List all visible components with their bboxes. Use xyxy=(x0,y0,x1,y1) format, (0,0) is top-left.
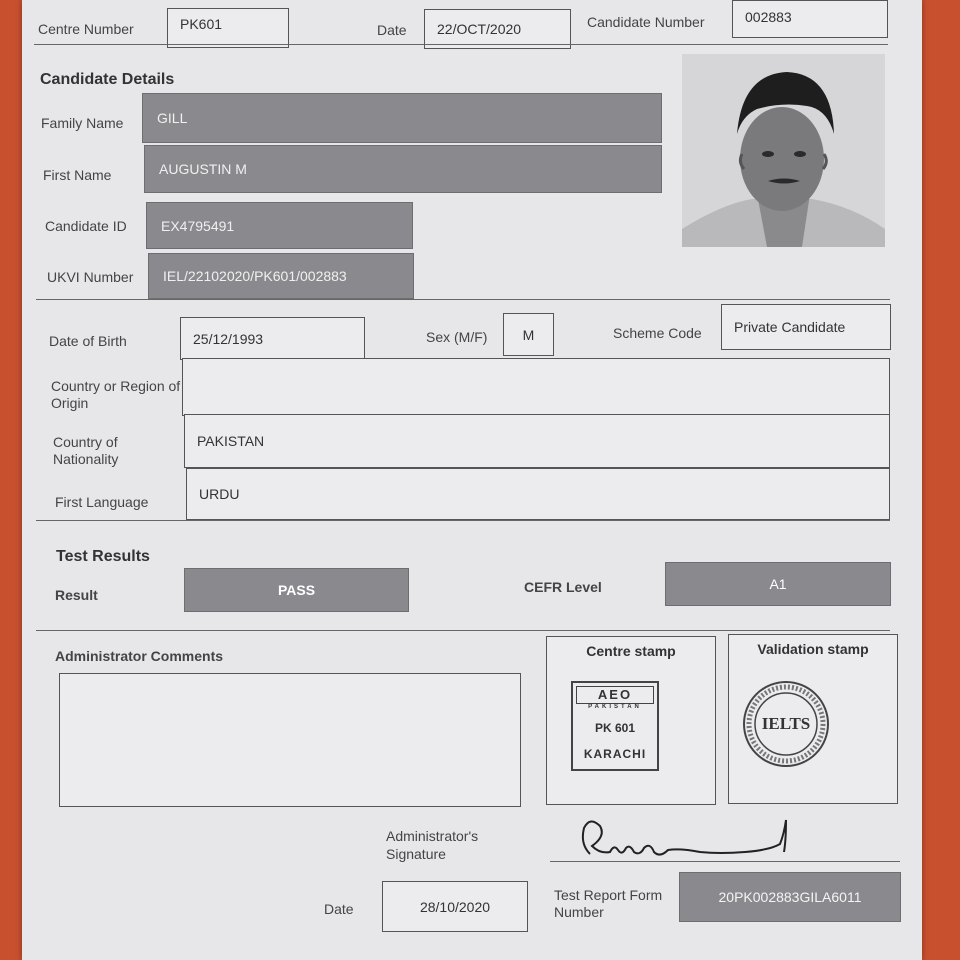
nationality-label: Country of Nationality xyxy=(53,434,119,467)
dob-label: Date of Birth xyxy=(49,333,127,349)
admin-comments-field xyxy=(59,673,521,807)
nationality-field: PAKISTAN xyxy=(184,414,890,468)
stamp-city: KARACHI xyxy=(583,747,647,761)
result-label: Result xyxy=(55,587,98,603)
signature-label: Administrator's Signature xyxy=(386,828,479,862)
ielts-seal-text: IELTS xyxy=(761,714,811,733)
origin-field xyxy=(182,358,890,416)
trf-number-label: Test Report Form Number xyxy=(554,887,663,920)
sex-label: Sex (M/F) xyxy=(426,329,488,345)
centre-number-field: PK601 xyxy=(167,8,289,48)
candidate-id-label: Candidate ID xyxy=(45,218,127,234)
first-name-label: First Name xyxy=(43,167,112,183)
cefr-level-label: CEFR Level xyxy=(524,579,602,595)
first-language-field: URDU xyxy=(186,468,890,520)
scheme-code-field: Private Candidate xyxy=(721,304,891,350)
scheme-code-label: Scheme Code xyxy=(613,325,702,341)
test-report-form xyxy=(22,0,922,960)
centre-number-label: Centre Number xyxy=(38,21,134,37)
stamp-country: PAKISTAN xyxy=(588,704,642,710)
validation-stamp-box xyxy=(728,634,898,804)
first-name-field: AUGUSTIN M xyxy=(144,145,662,193)
candidate-number-label: Candidate Number xyxy=(587,14,705,30)
candidate-photo xyxy=(682,54,885,247)
trf-number-field: 20PK002883GILA6011 xyxy=(679,872,901,922)
divider xyxy=(36,520,890,521)
centre-stamp-box xyxy=(546,636,716,805)
ukvi-number-field: IEL/22102020/PK601/002883 xyxy=(148,253,414,299)
candidate-id-field: EX4795491 xyxy=(146,202,413,249)
cefr-level-field: A1 xyxy=(665,562,891,606)
signature-line xyxy=(550,861,900,862)
ukvi-number-label: UKVI Number xyxy=(47,269,134,285)
divider xyxy=(36,630,890,631)
validation-stamp-label: Validation stamp xyxy=(757,641,869,657)
origin-label: Country or Region of Origin xyxy=(51,378,181,411)
first-language-label: First Language xyxy=(55,494,149,510)
result-field: PASS xyxy=(184,568,409,612)
admin-comments-label: Administrator Comments xyxy=(55,648,224,664)
centre-stamp-label: Centre stamp xyxy=(586,643,676,659)
divider xyxy=(36,299,890,300)
bottom-date-label: Date xyxy=(324,901,354,917)
date-label: Date xyxy=(377,22,407,38)
centre-stamp xyxy=(571,681,659,771)
candidate-number-field: 002883 xyxy=(732,0,888,38)
test-results-heading: Test Results xyxy=(56,548,150,565)
dob-field: 25/12/1993 xyxy=(180,317,365,360)
bottom-date-field: 28/10/2020 xyxy=(382,881,528,932)
sex-field: M xyxy=(503,313,554,356)
date-field: 22/OCT/2020 xyxy=(424,9,571,49)
family-name-field: GILL xyxy=(142,93,662,143)
stamp-centre-code: PK 601 xyxy=(594,721,636,735)
divider xyxy=(34,44,888,45)
family-name-label: Family Name xyxy=(41,115,124,131)
candidate-details-heading: Candidate Details xyxy=(40,71,175,88)
signature xyxy=(570,814,810,866)
aeo-logo: AEO xyxy=(576,686,654,704)
